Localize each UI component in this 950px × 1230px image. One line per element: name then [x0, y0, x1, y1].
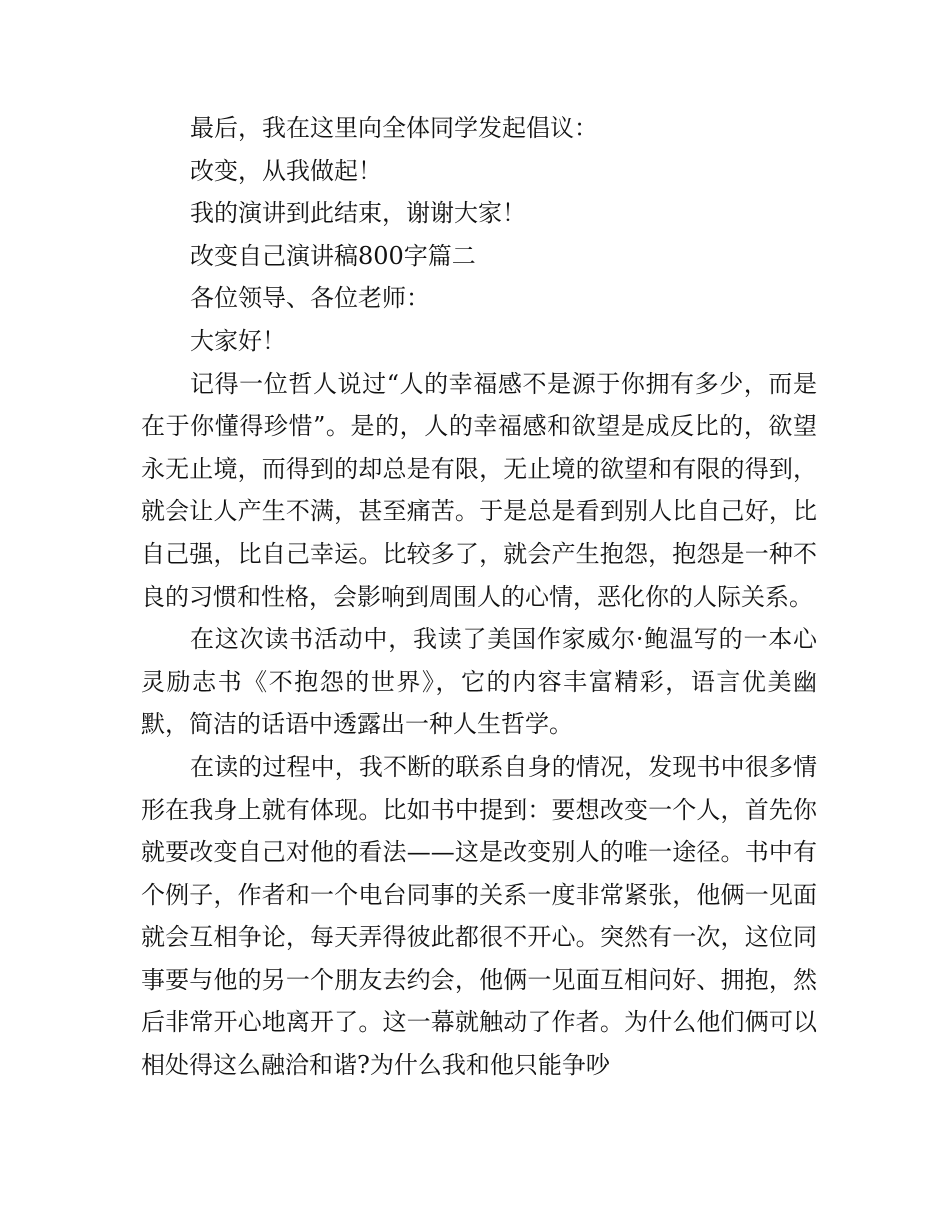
- paragraph-ending: 我的演讲到此结束，谢谢大家！: [190, 199, 526, 228]
- document-body: [141, 107, 817, 1087]
- paragraph-salutation: 各位领导、各位老师：: [190, 284, 430, 313]
- paragraph-reflection: 在读的过程中，我不断的联系自身的情况，发现书中很多情形在我身上就有体现。比如书中提到：要想改变一个人，首先你就要改变自己对他的看法——这是改变别人的唯一途径。书中有个例子，作者和一个电台同事的关系一度非常紧张，他俩一见面就会互相争论，每天弄得彼此都很不开心。突然有一次，这位同事要与他的另一个朋友去约会，他俩一见面互相问好、拥抱，然后非常开心地离开了。这一幕就触动了作者。为什么他们俩可以相处得这么融洽和谐?为什么我和他只能争吵: [141, 752, 817, 1080]
- paragraph-greeting: 大家好！: [190, 326, 286, 355]
- paragraph-reading-activity: 在这次读书活动中，我读了美国作家威尔·鲍温写的一本心灵励志书《不抱怨的世界》，它的内容丰富精彩，语言优美幽默，简洁的话语中透露出一种人生哲学。: [141, 625, 817, 739]
- paragraph-happiness: 记得一位哲人说过“人的幸福感不是源于你拥有多少，而是在于你懂得珍惜”。是的，人的幸福感和欲望是成反比的，欲望永无止境，而得到的却总是有限，无止境的欲望和有限的得到，就会让人产生不满，甚至痛苦。于是总是看到别人比自己好，比自己强，比自己幸运。比较多了，就会产生抱怨，抱怨是一种不良的习惯和性格，会影响到周围人的心情，恶化你的人际关系。: [141, 369, 817, 611]
- section-title: 改变自己演讲稿800字篇二: [190, 241, 476, 270]
- paragraph-closing-proposal: 最后，我在这里向全体同学发起倡议：: [190, 114, 598, 142]
- paragraph-slogan: 改变，从我做起！: [190, 156, 382, 185]
